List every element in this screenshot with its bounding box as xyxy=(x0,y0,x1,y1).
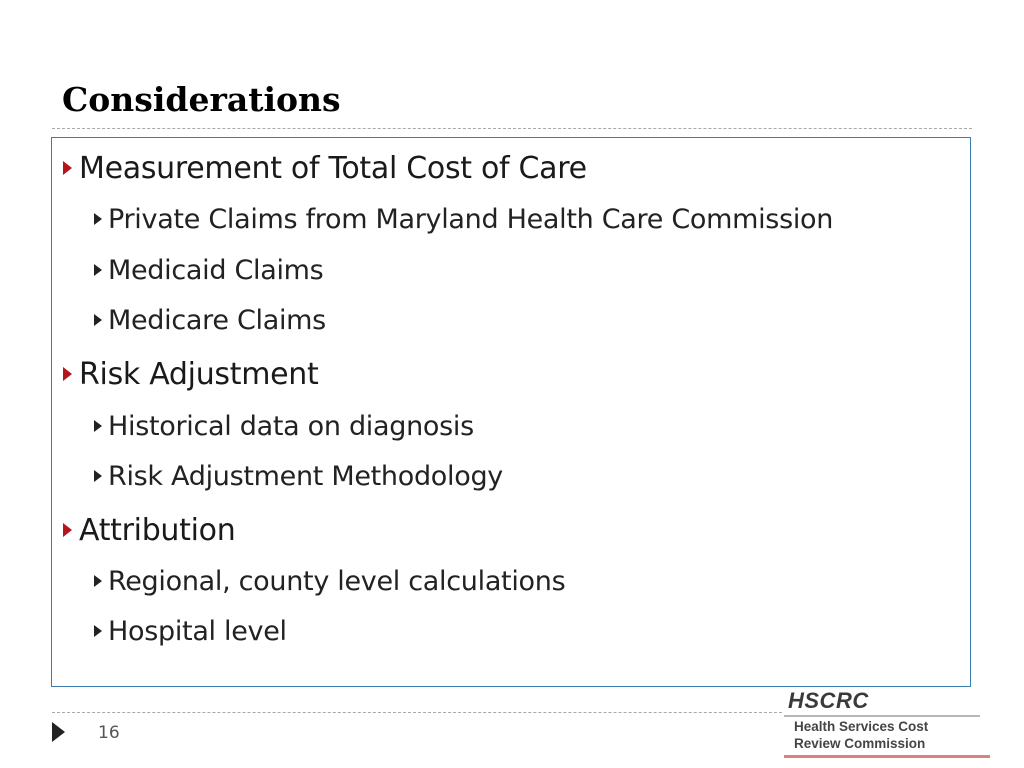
bullet-list-box xyxy=(51,137,971,687)
bullet-text: Measurement of Total Cost of Care xyxy=(79,150,587,186)
logo-gray-rule xyxy=(784,715,980,717)
bullet-text: Medicare Claims xyxy=(108,304,326,336)
logo-name-line-2: Review Commission xyxy=(794,736,926,751)
bullet-arrow-icon xyxy=(94,575,102,587)
bullet-text: Risk Adjustment xyxy=(79,356,319,392)
bullet-item-level2 xyxy=(94,563,565,599)
bullet-arrow-icon xyxy=(63,523,72,537)
bullet-arrow-icon xyxy=(94,420,102,432)
bullet-arrow-icon xyxy=(94,264,102,276)
bullet-item-level1 xyxy=(63,148,587,188)
bullet-item-level2 xyxy=(94,458,503,494)
slide-title: Considerations xyxy=(62,80,341,119)
bullet-item-level2 xyxy=(94,408,474,444)
hscrc-logo xyxy=(784,688,990,760)
bullet-text: Medicaid Claims xyxy=(108,254,324,286)
bullet-text: Attribution xyxy=(79,512,236,548)
bullet-arrow-icon xyxy=(63,367,72,381)
logo-acronym: HSCRC xyxy=(788,688,869,713)
bullet-item-level2 xyxy=(94,613,287,649)
bullet-text: Historical data on diagnosis xyxy=(108,410,474,442)
bullet-arrow-icon xyxy=(94,213,102,225)
bullet-text: Regional, county level calculations xyxy=(108,565,566,597)
bullet-text: Risk Adjustment Methodology xyxy=(108,460,503,492)
logo-accent-rule xyxy=(784,755,990,758)
footer-divider xyxy=(52,712,782,713)
bullet-arrow-icon xyxy=(63,161,72,175)
logo-name-line-1: Health Services Cost xyxy=(794,719,929,734)
bullet-arrow-icon xyxy=(94,625,102,637)
bullet-arrow-icon xyxy=(94,470,102,482)
bullet-item-level1 xyxy=(63,354,318,394)
bullet-item-level2 xyxy=(94,302,326,338)
bullet-text: Private Claims from Maryland Health Care Commission xyxy=(108,203,834,235)
bullet-item-level2 xyxy=(94,201,833,237)
bullet-text: Hospital level xyxy=(108,615,287,647)
page-number: 16 xyxy=(98,723,120,743)
bullet-item-level1 xyxy=(63,510,235,550)
footer-arrow-icon xyxy=(52,722,65,742)
bullet-item-level2 xyxy=(94,252,323,288)
title-divider xyxy=(52,128,972,129)
bullet-arrow-icon xyxy=(94,314,102,326)
